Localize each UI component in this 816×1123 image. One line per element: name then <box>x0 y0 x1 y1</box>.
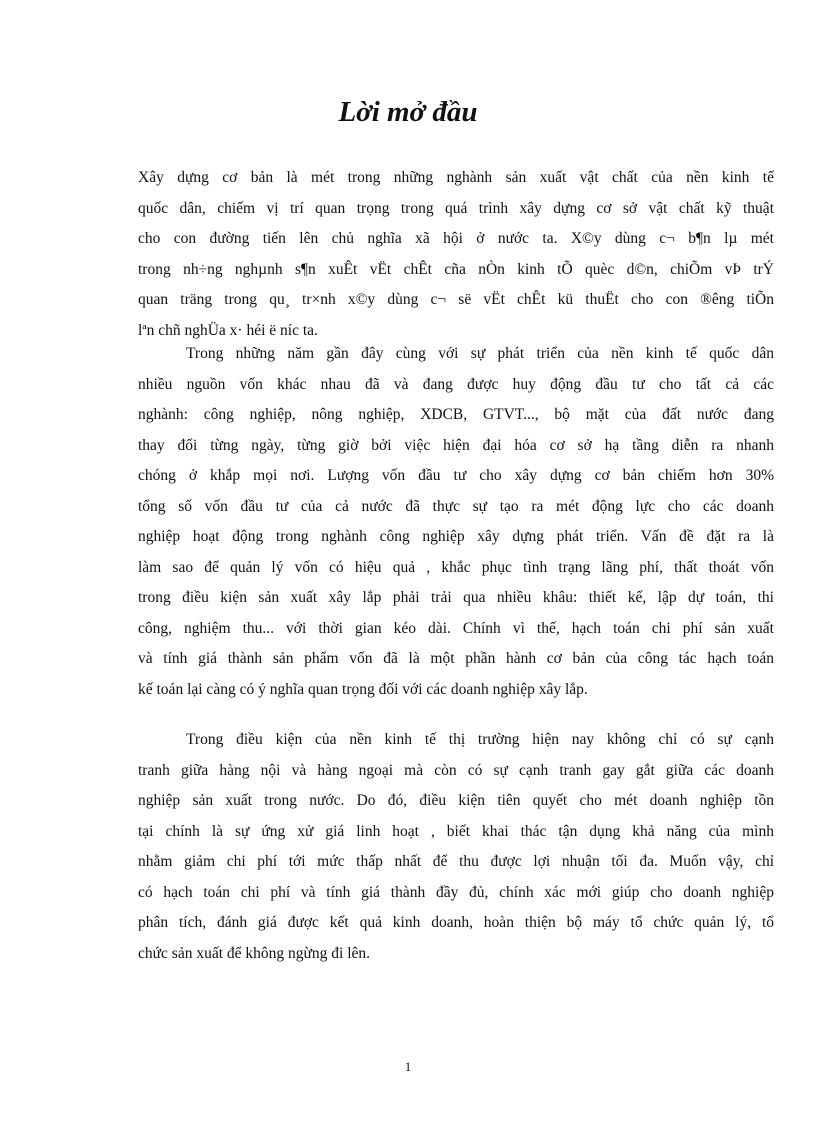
paragraph-line: nhằm giảm chi phí tới mức thấp nhất để thu được lợi nhuận tối đa. Muốn vậy, chỉ <box>138 853 774 870</box>
paragraph-line: chóng ở khắp mọi nơi. Lượng vốn đầu tư cho xây dựng cơ bản chiếm hơn 30% <box>138 467 774 484</box>
paragraph-line: trong điều kiện sản xuất xây lắp phải trải qua nhiều khâu: thiết kế, lập dự toán, thi <box>138 589 774 606</box>
paragraph-line: quốc dân, chiếm vị trí quan trọng trong quá trình xây dựng cơ sở vật chất kỹ thuật <box>138 199 774 217</box>
paragraph-line: nhiều nguồn vốn khác nhau đã và đang được huy động đầu tư cho tất cả các <box>138 375 774 393</box>
paragraph-line: và tính giá thành sản phẩm vốn đã là một phần hành cơ bản của công tác hạch toán <box>138 650 774 667</box>
paragraph-line: Xây dựng cơ bản là mét trong những nghành sản xuất vật chất của nền kinh tế <box>138 169 774 186</box>
paragraph-line: trong nh÷ng nghµnh s¶n xuÊt vËt chÊt cña nÒn kinh tÕ quèc d©n, chiÕm vÞ trÝ <box>138 260 774 278</box>
document-title: Lời mở đầu <box>338 96 478 128</box>
paragraph-line: nghiệp hoạt động trong nghành công nghiệp xây dựng phát triển. Vấn đề đặt ra là <box>138 528 774 545</box>
paragraph-line: phân tích, đánh giá được kết quả kinh doanh, hoàn thiện bộ máy tổ chức quản lý, tổ <box>138 914 774 931</box>
paragraph-line: nghành: công nghiệp, nông nghiệp, XDCB, GTVT..., bộ mặt của đất nước đang <box>138 406 774 423</box>
paragraph-line: cho con đường tiến lên chủ nghĩa xã hội ở nước ta. X©y dùng c¬ b¶n lµ mét <box>138 230 774 247</box>
paragraph-line: nghiệp sản xuất trong nước. Do đó, điều kiện tiên quyết cho mét doanh nghiệp tồn <box>138 792 774 809</box>
paragraph-intro <box>138 163 774 346</box>
paragraph-line: lªn chñ nghÜa x· héi ë níc ta. <box>138 321 318 339</box>
paragraph-investment <box>138 339 774 705</box>
paragraph-line: làm sao để quản lý vốn có hiệu quả , khắc phục tình trạng lãng phí, thất thoát vốn <box>138 558 774 576</box>
paragraph-line: công, nghiệm thu... với thời gian kéo dài. Chính vì thế, hạch toán chi phí sản xuất <box>138 619 774 637</box>
paragraph-line: tại chính là sự ứng xử giá linh hoạt , biết khai thác tận dụng khả năng của mình <box>138 822 774 840</box>
paragraph-line: quan träng trong qu¸ tr×nh x©y dùng c¬ së vËt chÊt kü thuËt cho con ®êng tiÕn <box>138 291 774 308</box>
paragraph-line: thay đổi từng ngày, từng giờ bởi việc hiện đại hóa cơ sở hạ tầng diễn ra nhanh <box>138 436 774 454</box>
paragraph-line: Trong điều kiện của nền kinh tế thị trường hiện nay không chỉ có sự cạnh <box>186 731 774 748</box>
paragraph-line: kế toán lại càng có ý nghĩa quan trọng đối với các doanh nghiệp xây lắp. <box>138 680 588 698</box>
paragraph-market <box>138 725 774 969</box>
paragraph-line: Trong những năm gần đây cùng với sự phát triển của nền kinh tế quốc dân <box>186 345 774 362</box>
paragraph-line: có hạch toán chi phí và tính giá thành đầy đủ, chính xác mới giúp cho doanh nghiệp <box>138 883 774 901</box>
page-number: 1 <box>404 1059 412 1074</box>
paragraph-line: tranh giữa hàng nội và hàng ngoại mà còn có sự cạnh tranh gay gắt giữa các doanh <box>138 761 774 779</box>
paragraph-line: tổng số vốn đầu tư của cả nước đã thực sự tạo ra mét động lực cho các doanh <box>138 497 774 515</box>
paragraph-line: chức sản xuất để không ngừng đi lên. <box>138 944 371 962</box>
